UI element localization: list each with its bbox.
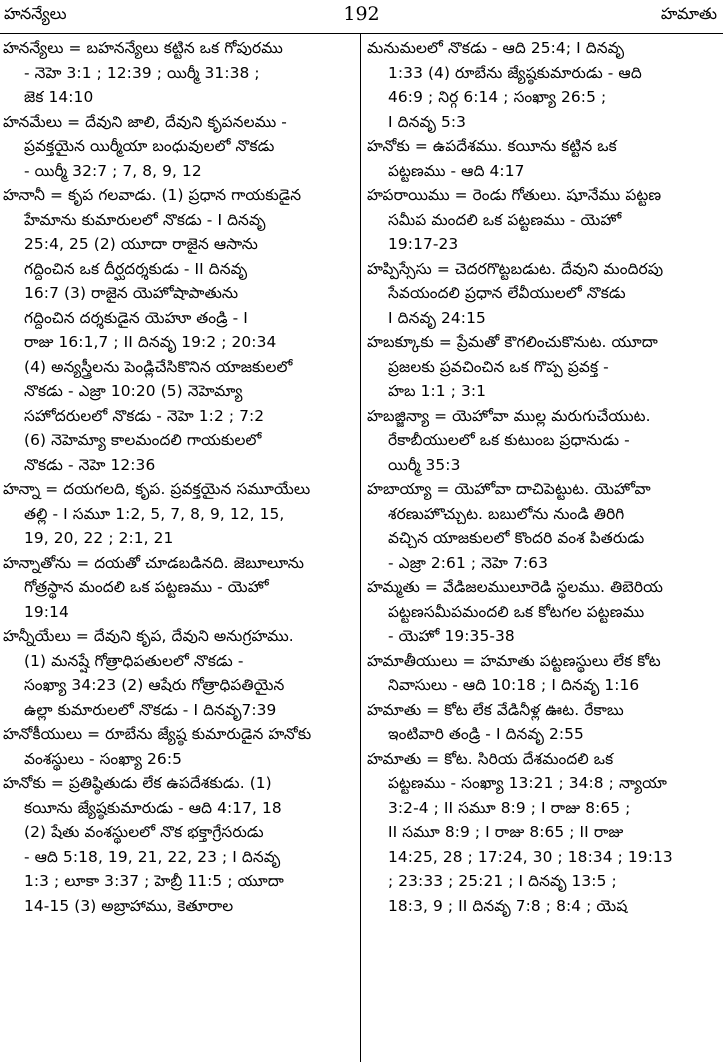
column-divider xyxy=(360,33,361,1062)
entry-text-line: ఉల్లా కుమారులలో నొకడు - I దినవృ7:39 xyxy=(24,700,277,719)
entry-text-line: సహోదరులలో నొకడు - నెహె 1:2 ; 7:2 xyxy=(24,406,265,425)
dictionary-entry xyxy=(367,477,714,575)
dictionary-entry xyxy=(3,110,354,184)
entry-text-line: 16:7 (3) రాజైన యెహోషాపాతును xyxy=(24,284,239,302)
entry-text-line: నొకడు - నెహె 12:36 xyxy=(24,455,156,474)
entry-text-line: 18:3, 9 ; II దినవృ 7:8 ; 8:4 ; యెష xyxy=(388,896,628,915)
dictionary-entry xyxy=(3,624,354,722)
dictionary-entry xyxy=(367,575,714,649)
entry-text-line: I దినవృ 5:3 xyxy=(388,112,467,131)
entry-text-line: యిర్మీ 35:3 xyxy=(388,455,461,474)
entry-text-line: I దినవృ 24:15 xyxy=(388,308,486,327)
entry-headword-line: హపరాయిము = రెండు గోతులు. షూనేము పట్టణ xyxy=(367,186,662,204)
entry-text-line: 19:17-23 xyxy=(388,235,459,253)
entry-text-line: ప్రజలకు ప్రవచించిన ఒక గొప్ప ప్రవక్త - xyxy=(388,357,609,376)
entry-headword-line: హన్నా = దయగలది, కృప. ప్రవక్తయైన సమూయేలు xyxy=(3,480,311,498)
entry-text-line: వంశస్థులు - సంఖ్యా 26:5 xyxy=(24,749,183,768)
entry-text-line: పట్టణము - సంఖ్యా 13:21 ; 34:8 ; న్యాయా xyxy=(388,774,667,792)
dictionary-entry xyxy=(367,698,714,747)
entry-text-line: సంఖ్యా 34:23 (2) ఆషేరు గోత్రాధిపతియైన xyxy=(24,676,285,694)
entry-text-line: ; 23:33 ; 25:21 ; I దినవృ 13:5 ; xyxy=(388,872,617,890)
entry-text-line: 46:9 ; నిర్గ 6:14 ; సంఖ్యా 26:5 ; xyxy=(388,88,607,106)
entry-text-line: తల్లి - I సమూ 1:2, 5, 7, 8, 9, 12, 15, xyxy=(24,504,285,523)
entry-text-line: 19, 20, 22 ; 2:1, 21 xyxy=(24,529,174,547)
entry-text-line: - ఆది 5:18, 19, 21, 22, 23 ; I దినవృ xyxy=(24,847,281,866)
entry-text-line: రాజు 16:1,7 ; II దినవృ 19:2 ; 20:34 xyxy=(24,333,277,351)
entry-text-line: 14-15 (3) అబ్రాహాము, కెతూరాల xyxy=(24,896,234,915)
entry-text-line: 3:2-4 ; II సమూ 8:9 ; I రాజు 8:65 ; xyxy=(388,798,631,817)
entry-headword-line: మనుమలలో నొకడు - ఆది 25:4; I దినవృ xyxy=(367,39,625,57)
entry-text-line: హబ 1:1 ; 3:1 xyxy=(388,382,487,400)
entry-text-line: (6) నెహెమ్యా కాలమందలి గాయకులలో xyxy=(24,431,262,449)
dictionary-entry xyxy=(3,477,354,551)
dictionary-entry xyxy=(3,551,354,625)
entry-headword-line: హబక్కూకు = ప్రేమతో కౌగలించుకొనుట. యూదా xyxy=(367,333,658,351)
entry-headword-line: హన్నీయేలు = దేవుని కృప, దేవుని అనుగ్రహము. xyxy=(3,627,294,645)
entry-headword-line: హమాతీయులు = హమాతు పట్టణస్థులు లేక కోట xyxy=(367,651,661,670)
entry-headword-line: హప్పిస్సేసు = చెదరగొట్టబడుట. దేవుని మందిరపు xyxy=(367,259,664,278)
entry-text-line: కయీను జ్యేష్ఠకుమారుడు - ఆది 4:17, 18 xyxy=(24,798,282,817)
entry-headword-line: హనోకీయులు = రూబేను జ్యేష్ఠ కుమారుడైన హనోకు xyxy=(3,725,312,743)
entry-headword-line: హనోకు = ప్రతిష్ఠితుడు లేక ఉపదేశకుడు. (1) xyxy=(3,774,272,792)
dictionary-entry xyxy=(367,183,714,257)
entry-text-line: పట్టణసమీపమందలి ఒక కోటగల పట్టణము xyxy=(388,602,645,621)
entry-text-line: (2) షేతు వంశస్థులలో నొక భక్తాగ్రేసరుడు xyxy=(24,823,264,841)
dictionary-entry xyxy=(367,134,714,183)
entry-text-line: శరణుహొచ్చుట. బబులోను నుండి తిరిగి xyxy=(388,504,625,523)
entry-text-line: - ఎజ్రా 2:61 ; నెహె 7:63 xyxy=(388,553,548,572)
entry-headword-line: హనోకు = ఉపదేశము. కయీను కట్టిన ఒక xyxy=(367,137,617,155)
entry-text-line: గద్దించిన ఒక దీర్ఘదర్శకుడు - II దినవృ xyxy=(24,259,248,278)
page-number: 192 xyxy=(343,3,380,25)
header-rule xyxy=(0,33,723,34)
entry-text-line: సేవయందలి ప్రధాన లేవీయులలో నొకడు xyxy=(388,284,626,302)
header-right-word: హమాతు xyxy=(660,4,717,23)
entry-headword-line: హమాతు = కోట లేక వేడినీళ్ల ఊట. రేకాబు xyxy=(367,700,624,719)
entry-text-line: 1:3 ; లూకా 3:37 ; హెబ్రీ 11:5 ; యూదా xyxy=(24,872,284,890)
entry-headword-line: హమ్మతు = వేడిజలములూరెడి స్థలము. తిబెరియ xyxy=(367,578,664,596)
entry-headword-line: హన్నాతోను = దయతో చూడబడినది. జెబూలూను xyxy=(3,553,305,572)
entry-text-line: ప్రవక్తయైన యిర్మీయా బంధువులలో నొకడు xyxy=(24,137,275,155)
entry-text-line: ఇంటివారి తండ్రి - I దినవృ 2:55 xyxy=(388,725,584,743)
dictionary-entry xyxy=(3,183,354,477)
entry-text-line: II సమూ 8:9 ; I రాజు 8:65 ; II రాజు xyxy=(388,823,624,841)
dictionary-entry xyxy=(3,36,354,110)
entry-text-line: సమీప మందలి ఒక పట్టణము - యెహో xyxy=(388,210,622,229)
entry-text-line: (1) మనష్షే గోత్రాధిపతులలో నొకడు - xyxy=(24,651,244,670)
entry-text-line: నొకడు - ఎజ్రా 10:20 (5) నెహెమ్యా xyxy=(24,382,243,400)
entry-text-line: హేమాను కుమారులలో నొకడు - I దినవృ xyxy=(24,210,266,229)
left-column xyxy=(3,36,354,918)
entry-text-line: రేకాబీయులలో ఒక కుటుంబ ప్రధానుడు - xyxy=(388,431,630,449)
dictionary-entry xyxy=(367,649,714,698)
dictionary-entry xyxy=(367,404,714,478)
dictionary-entry xyxy=(367,36,714,134)
entry-text-line: - యెహో 19:35-38 xyxy=(388,627,515,645)
entry-headword-line: హనన్యేలు = బహనన్యేలు కట్టిన ఒక గోపురము xyxy=(3,39,283,57)
entry-headword-line: హబాయ్యా = యెహోవా దాచిపెట్టుట. యెహోవా xyxy=(367,480,651,498)
dictionary-entry xyxy=(3,722,354,771)
entry-text-line: 14:25, 28 ; 17:24, 30 ; 18:34 ; 19:13 xyxy=(388,847,673,866)
entry-text-line: 1:33 (4) రూబేను జ్యేష్ఠకుమారుడు - ఆది xyxy=(388,63,642,82)
entry-headword-line: హమాతు = కోట. సిరియ దేశమందలి ఒక xyxy=(367,749,614,768)
page-header xyxy=(0,0,723,34)
entry-text-line: - నెహె 3:1 ; 12:39 ; యిర్మీ 31:38 ; xyxy=(24,63,260,82)
entry-text-line: 19:14 xyxy=(24,602,69,621)
dictionary-entry xyxy=(367,330,714,404)
dictionary-entry xyxy=(367,257,714,331)
entry-text-line: పట్టణము - ఆది 4:17 xyxy=(388,161,525,180)
entry-text-line: గోత్రస్థాన మందలి ఒక పట్టణము - యెహో xyxy=(24,578,269,596)
entry-text-line: 25:4, 25 (2) యూదా రాజైన ఆసాను xyxy=(24,235,258,253)
dictionary-entry xyxy=(367,747,714,919)
entry-headword-line: హనమేలు = దేవుని జాలి, దేవుని కృపనలము - xyxy=(3,112,287,131)
entry-text-line: వచ్చిన యాజకులలో కొందరి వంశ పితరుడు xyxy=(388,529,645,547)
entry-text-line: - యిర్మీ 32:7 ; 7, 8, 9, 12 xyxy=(24,161,202,180)
entry-text-line: నివాసులు - ఆది 10:18 ; I దినవృ 1:16 xyxy=(388,676,640,694)
dictionary-entry xyxy=(3,771,354,918)
entry-text-line: గద్దించిన దర్శకుడైన యెహూ తండ్రి - I xyxy=(24,308,248,327)
entry-headword-line: హబజ్జిన్యా = యెహోవా ముల్ల మరుగుచేయుట. xyxy=(367,406,651,425)
entry-headword-line: హనానీ = కృప గలవాడు. (1) ప్రధాన గాయకుడైన xyxy=(3,186,302,204)
entry-text-line: జెక 14:10 xyxy=(24,88,94,106)
header-left-word: హనన్యేలు xyxy=(4,4,67,23)
entry-text-line: (4) అన్యస్త్రీలను పెండ్లిచేసికొనిన యాజకులలో xyxy=(24,357,293,376)
right-column xyxy=(367,36,714,918)
